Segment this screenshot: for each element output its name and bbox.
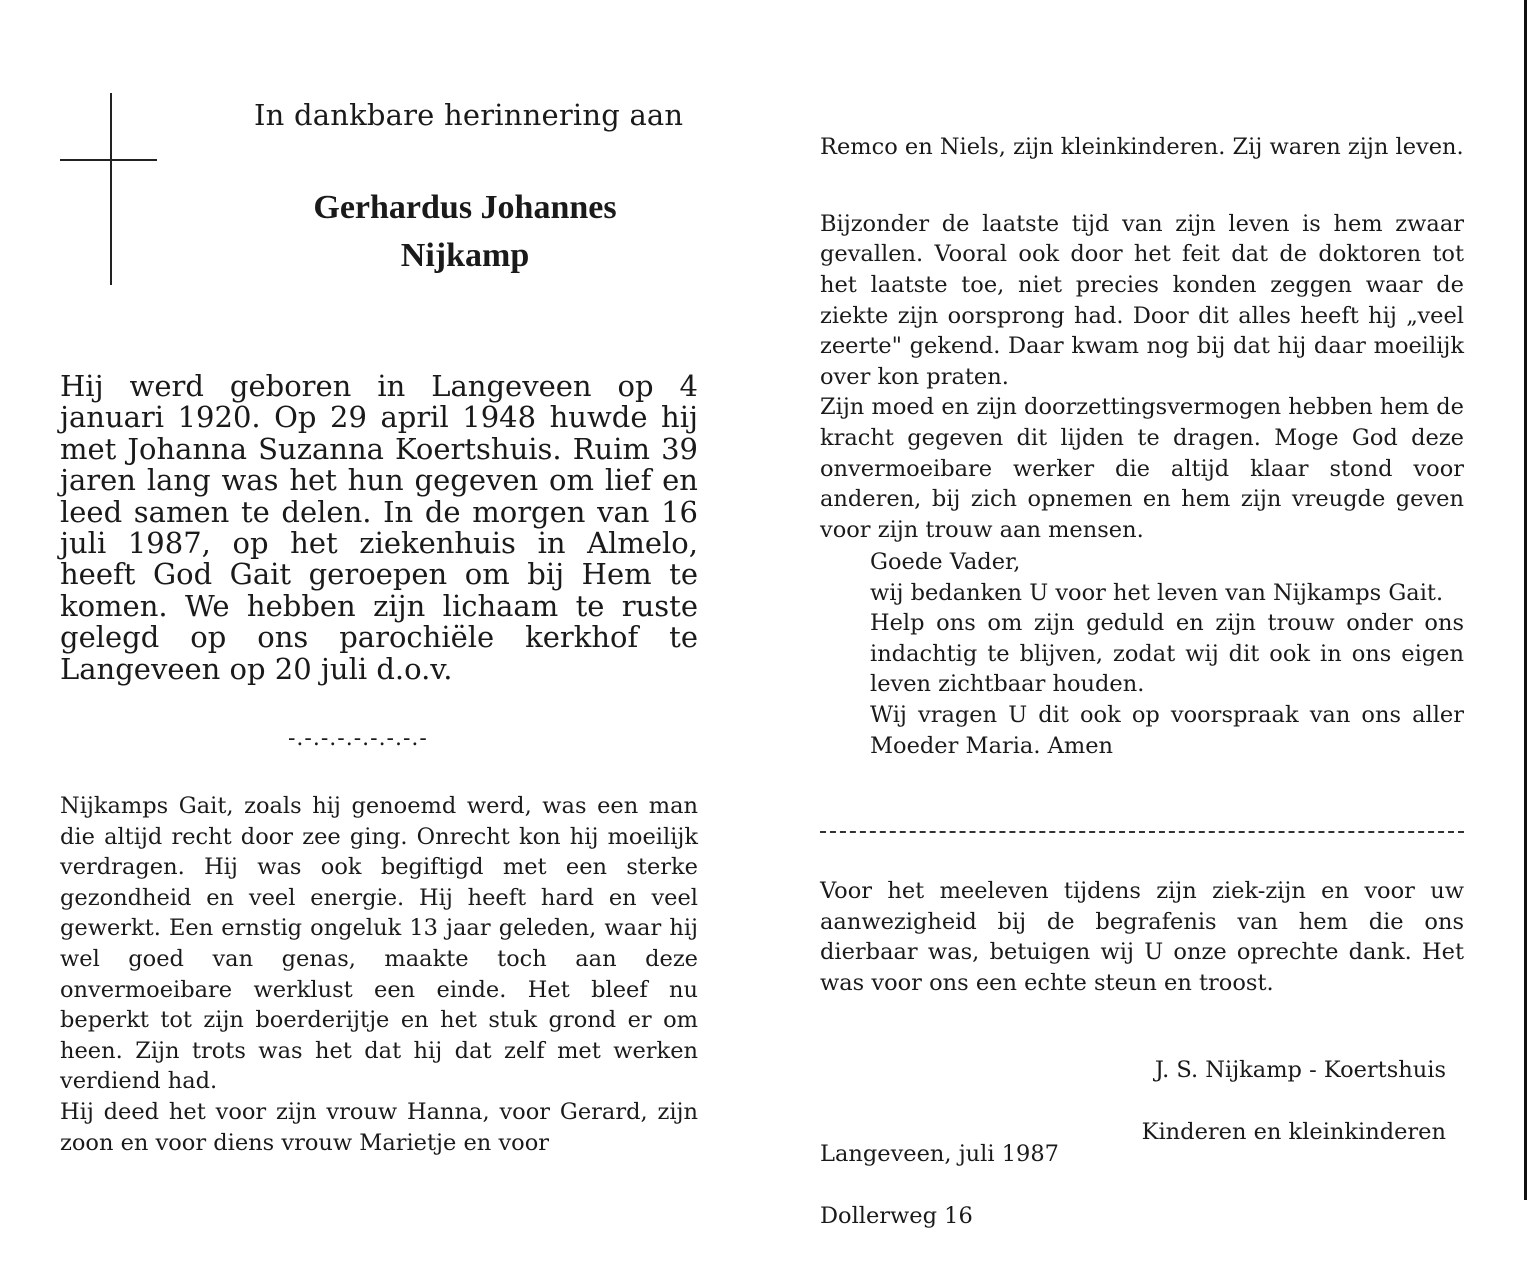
intro-heading: In dankbare herinnering aan	[254, 98, 684, 132]
prayer-text: Goede Vader, wij bedanken U voor het leven van Nijkamps Gait. Help ons om zijn geduld en zijn trouw onder ons indachtig te blijven, zodat wij dit ook in ons eigen leven zichtbaar houden. Wij vragen U dit ook op voorspraak van ons aller Moeder Maria. Amen	[870, 549, 1464, 759]
cross-vertical-bar	[110, 93, 112, 285]
right-paragraph: Bijzonder de laatste tijd van zijn leven is hem zwaar gevallen. Vooral ook door het feit dat de doktoren tot het laatste toe, niet precies konden zeggen waar de ziekte zijn oorsprong had. Door dit alles heeft hij „veel zeerte" gekend. Daar kwam nog bij dat hij daar moeilijk over kon praten. Zijn moed en zijn doorzettingsvermogen hebben hem de kracht gegeven dit lijden te dragen. Moge God deze onvermoeibare werker die altijd klaar stond voor anderen, bij zich opnemen en hem zijn vreugde geven voor zijn trouw aan mensen.	[820, 210, 1464, 543]
signature-line-1: J. S. Nijkamp - Koertshuis	[1154, 1057, 1446, 1083]
signature-line-2: Kinderen en kleinkinderen	[1141, 1119, 1446, 1145]
dashed-divider	[820, 831, 1464, 833]
place-and-date	[820, 1108, 1120, 1263]
card-border	[1524, 0, 1527, 1200]
section-separator: -.-.-.-.-.-.-.-.-	[288, 726, 428, 751]
cross-horizontal-bar	[60, 159, 157, 161]
deceased-surname: Nijkamp	[400, 237, 530, 274]
right-column-text	[820, 101, 1464, 576]
deceased-name	[230, 184, 700, 280]
left-column-text: Nijkamps Gait, zoals hij genoemd werd, was een man die altijd recht door zee ging. Onrecht kon hij moeilijk verdragen. Hij was ook begiftigd met een sterke gezondheid en veel energie. Hij heeft hard en veel gewerkt. Een ernstig ongeluk 13 jaar geleden, waar hij wel goed van genas, maakte toch aan deze onvermoeibare werklust een einde. Het bleef nu beperkt tot zijn boerderijtje en het stuk grond er om heen. Zijn trots was het dat hij dat zelf met werken verdiend had. Hij deed het voor zijn vrouw Hanna, voor Gerard, zijn zoon en voor diens vrouw Marietje en voor	[60, 793, 698, 1156]
biography-text: Hij werd geboren in Langeveen op 4 januari 1920. Op 29 april 1948 huwde hij met Johanna Suzanna Koertshuis. Ruim 39 jaren lang was het hun gegeven om lief en leed samen te delen. In de morgen van 16 juli 1987, op het ziekenhuis in Almelo, heeft God Gait geroepen om bij Hem te komen. We hebben zijn lichaam te ruste gelegd op ons parochiële kerkhof te Langeveen op 20 juli d.o.v.	[60, 369, 698, 686]
place-date-line: Langeveen, juli 1987	[820, 1141, 1059, 1167]
address-line: Dollerweg 16	[820, 1203, 973, 1229]
thanks-text: Voor het meeleven tijdens zijn ziek-zijn en voor uw aanwezigheid bij de begrafenis van hem die ons dierbaar was, betuigen wij U onze oprechte dank. Het was voor ons een echte steun en troost.	[820, 878, 1464, 996]
deceased-first-names: Gerhardus Johannes	[313, 189, 617, 226]
right-continuation: Remco en Niels, zijn kleinkinderen. Zij waren zijn leven.	[820, 133, 1464, 160]
